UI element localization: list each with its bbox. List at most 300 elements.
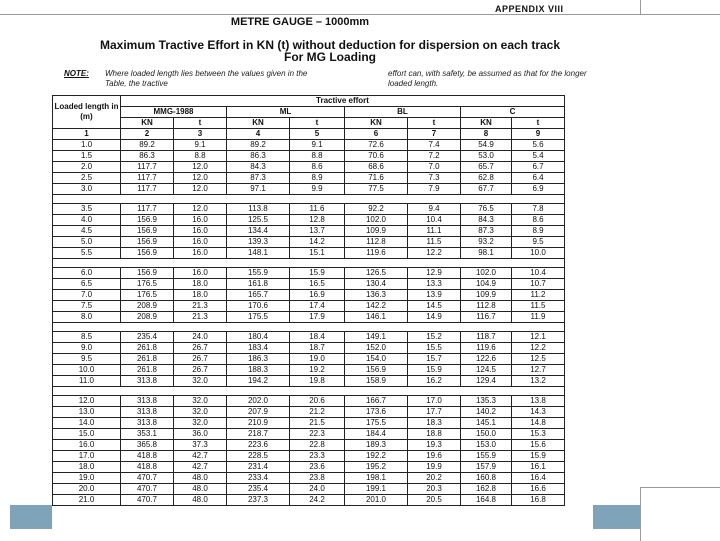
value-cell: 48.0	[174, 484, 227, 495]
loaded-length-cell: 2.5	[53, 173, 121, 184]
value-cell: 6.7	[512, 162, 565, 173]
value-cell: 16.4	[512, 473, 565, 484]
value-cell: 18.8	[408, 429, 461, 440]
loaded-length-header: Loaded length in (m)	[53, 96, 121, 129]
value-cell: 93.2	[461, 237, 512, 248]
table-row	[53, 312, 565, 323]
table-row	[53, 418, 565, 429]
value-cell: 16.9	[290, 290, 345, 301]
group-separator	[53, 323, 565, 332]
value-cell: 86.3	[121, 151, 174, 162]
value-cell: 102.0	[345, 215, 408, 226]
value-cell: 158.9	[345, 376, 408, 387]
value-cell: 19.3	[408, 440, 461, 451]
column-number: 1	[53, 129, 121, 140]
value-cell: 24.0	[174, 332, 227, 343]
unit-header: t	[174, 118, 227, 129]
loaded-length-cell: 6.0	[53, 268, 121, 279]
table-row	[53, 151, 565, 162]
value-cell: 130.4	[345, 279, 408, 290]
value-cell: 26.7	[174, 343, 227, 354]
accent-bar-left	[10, 505, 52, 529]
loaded-length-cell: 6.5	[53, 279, 121, 290]
value-cell: 188.3	[227, 365, 290, 376]
value-cell: 313.8	[121, 376, 174, 387]
column-number-row	[53, 129, 565, 140]
value-cell: 129.4	[461, 376, 512, 387]
value-cell: 231.4	[227, 462, 290, 473]
value-cell: 175.5	[227, 312, 290, 323]
value-cell: 23.6	[290, 462, 345, 473]
value-cell: 16.0	[174, 237, 227, 248]
value-cell: 207.9	[227, 407, 290, 418]
value-cell: 18.0	[174, 279, 227, 290]
separator-cell	[53, 195, 565, 204]
value-cell: 313.8	[121, 418, 174, 429]
value-cell: 48.0	[174, 473, 227, 484]
value-cell: 13.2	[512, 376, 565, 387]
note-text-left: Where loaded length lies between the values given in the Table, the tractive	[105, 69, 308, 88]
loaded-length-cell: 20.0	[53, 484, 121, 495]
value-cell: 261.8	[121, 354, 174, 365]
table-row	[53, 140, 565, 151]
group-header: BL	[345, 107, 461, 118]
value-cell: 104.9	[461, 279, 512, 290]
value-cell: 21.3	[174, 301, 227, 312]
loaded-length-cell: 9.0	[53, 343, 121, 354]
value-cell: 12.9	[408, 268, 461, 279]
value-cell: 184.4	[345, 429, 408, 440]
value-cell: 313.8	[121, 396, 174, 407]
value-cell: 23.8	[290, 473, 345, 484]
value-cell: 15.6	[512, 440, 565, 451]
loaded-length-cell: 3.0	[53, 184, 121, 195]
value-cell: 7.3	[408, 173, 461, 184]
group-separator	[53, 387, 565, 396]
value-cell: 15.7	[408, 354, 461, 365]
value-cell: 7.2	[408, 151, 461, 162]
group-separator	[53, 195, 565, 204]
table-row	[53, 332, 565, 343]
value-cell: 208.9	[121, 312, 174, 323]
value-cell: 176.5	[121, 290, 174, 301]
value-cell: 195.2	[345, 462, 408, 473]
value-cell: 87.3	[227, 173, 290, 184]
tractive-effort-table	[52, 95, 565, 506]
value-cell: 14.2	[290, 237, 345, 248]
value-cell: 418.8	[121, 451, 174, 462]
accent-bar-right	[593, 505, 641, 529]
value-cell: 353.1	[121, 429, 174, 440]
value-cell: 117.7	[121, 162, 174, 173]
loaded-length-cell: 9.5	[53, 354, 121, 365]
value-cell: 156.9	[121, 268, 174, 279]
value-cell: 22.3	[290, 429, 345, 440]
loaded-length-cell: 1.5	[53, 151, 121, 162]
value-cell: 8.8	[174, 151, 227, 162]
value-cell: 12.5	[512, 354, 565, 365]
loaded-length-cell: 7.5	[53, 301, 121, 312]
value-cell: 210.9	[227, 418, 290, 429]
table-row	[53, 226, 565, 237]
value-cell: 89.2	[227, 140, 290, 151]
table-row	[53, 451, 565, 462]
value-cell: 76.5	[461, 204, 512, 215]
value-cell: 26.7	[174, 354, 227, 365]
separator-cell	[53, 259, 565, 268]
value-cell: 155.9	[227, 268, 290, 279]
value-cell: 119.6	[345, 248, 408, 259]
unit-header: KN	[227, 118, 290, 129]
value-cell: 198.1	[345, 473, 408, 484]
table-row	[53, 268, 565, 279]
value-cell: 228.5	[227, 451, 290, 462]
value-cell: 173.6	[345, 407, 408, 418]
value-cell: 12.2	[512, 343, 565, 354]
table-row	[53, 248, 565, 259]
table-row	[53, 204, 565, 215]
table-row	[53, 301, 565, 312]
value-cell: 134.4	[227, 226, 290, 237]
value-cell: 235.4	[121, 332, 174, 343]
value-cell: 156.9	[121, 226, 174, 237]
unit-header: t	[512, 118, 565, 129]
value-cell: 98.1	[461, 248, 512, 259]
value-cell: 109.9	[461, 290, 512, 301]
value-cell: 117.7	[121, 184, 174, 195]
value-cell: 164.8	[461, 495, 512, 506]
loaded-length-cell: 16.0	[53, 440, 121, 451]
value-cell: 6.4	[512, 173, 565, 184]
value-cell: 11.5	[408, 237, 461, 248]
value-cell: 70.6	[345, 151, 408, 162]
value-cell: 18.3	[408, 418, 461, 429]
loaded-length-cell: 21.0	[53, 495, 121, 506]
table-row	[53, 237, 565, 248]
value-cell: 89.2	[121, 140, 174, 151]
value-cell: 19.2	[290, 365, 345, 376]
loaded-length-cell: 5.0	[53, 237, 121, 248]
group-header: C	[461, 107, 565, 118]
value-cell: 15.1	[290, 248, 345, 259]
value-cell: 176.5	[121, 279, 174, 290]
value-cell: 20.5	[408, 495, 461, 506]
unit-header: t	[408, 118, 461, 129]
value-cell: 23.3	[290, 451, 345, 462]
value-cell: 12.8	[290, 215, 345, 226]
loaded-length-cell: 4.0	[53, 215, 121, 226]
column-number: 3	[174, 129, 227, 140]
value-cell: 8.8	[290, 151, 345, 162]
loaded-length-cell: 15.0	[53, 429, 121, 440]
value-cell: 32.0	[174, 396, 227, 407]
value-cell: 18.4	[290, 332, 345, 343]
table-row	[53, 376, 565, 387]
value-cell: 16.5	[290, 279, 345, 290]
value-cell: 17.0	[408, 396, 461, 407]
table-row	[53, 184, 565, 195]
value-cell: 86.3	[227, 151, 290, 162]
page-title: Maximum Tractive Effort in KN (t) without deduction for dispersion on each track	[99, 38, 561, 52]
value-cell: 17.7	[408, 407, 461, 418]
value-cell: 117.7	[121, 204, 174, 215]
value-cell: 19.0	[290, 354, 345, 365]
value-cell: 16.0	[174, 248, 227, 259]
value-cell: 192.2	[345, 451, 408, 462]
value-cell: 32.0	[174, 418, 227, 429]
value-cell: 180.4	[227, 332, 290, 343]
value-cell: 65.7	[461, 162, 512, 173]
value-cell: 189.3	[345, 440, 408, 451]
value-cell: 7.0	[408, 162, 461, 173]
value-cell: 21.3	[174, 312, 227, 323]
value-cell: 154.0	[345, 354, 408, 365]
group-separator	[53, 259, 565, 268]
value-cell: 72.6	[345, 140, 408, 151]
value-cell: 10.4	[408, 215, 461, 226]
value-cell: 102.0	[461, 268, 512, 279]
value-cell: 16.6	[512, 484, 565, 495]
table-row	[53, 365, 565, 376]
value-cell: 22.8	[290, 440, 345, 451]
group-header: ML	[227, 107, 345, 118]
value-cell: 161.8	[227, 279, 290, 290]
value-cell: 162.8	[461, 484, 512, 495]
value-cell: 223.6	[227, 440, 290, 451]
value-cell: 9.1	[290, 140, 345, 151]
value-cell: 218.7	[227, 429, 290, 440]
value-cell: 15.9	[408, 365, 461, 376]
corner-frame-bottom-right	[640, 487, 720, 541]
value-cell: 14.5	[408, 301, 461, 312]
value-cell: 92.2	[345, 204, 408, 215]
loaded-length-cell: 17.0	[53, 451, 121, 462]
value-cell: 19.8	[290, 376, 345, 387]
value-cell: 9.5	[512, 237, 565, 248]
value-cell: 21.5	[290, 418, 345, 429]
value-cell: 19.9	[408, 462, 461, 473]
table-row	[53, 440, 565, 451]
value-cell: 84.3	[461, 215, 512, 226]
value-cell: 37.3	[174, 440, 227, 451]
value-cell: 20.6	[290, 396, 345, 407]
table-row	[53, 215, 565, 226]
loaded-length-cell: 13.0	[53, 407, 121, 418]
loaded-length-cell: 7.0	[53, 290, 121, 301]
value-cell: 183.4	[227, 343, 290, 354]
value-cell: 15.2	[408, 332, 461, 343]
value-cell: 156.9	[121, 248, 174, 259]
value-cell: 160.8	[461, 473, 512, 484]
value-cell: 148.1	[227, 248, 290, 259]
top-rule	[0, 14, 720, 15]
value-cell: 12.2	[408, 248, 461, 259]
value-cell: 470.7	[121, 473, 174, 484]
value-cell: 170.6	[227, 301, 290, 312]
column-number: 5	[290, 129, 345, 140]
value-cell: 7.9	[408, 184, 461, 195]
value-cell: 136.3	[345, 290, 408, 301]
loaded-length-cell: 10.0	[53, 365, 121, 376]
value-cell: 87.3	[461, 226, 512, 237]
value-cell: 71.6	[345, 173, 408, 184]
table-row	[53, 396, 565, 407]
value-cell: 153.0	[461, 440, 512, 451]
value-cell: 9.1	[174, 140, 227, 151]
value-cell: 7.4	[408, 140, 461, 151]
value-cell: 77.5	[345, 184, 408, 195]
value-cell: 12.0	[174, 184, 227, 195]
value-cell: 119.6	[461, 343, 512, 354]
note-text-right: effort can, with safety, be assumed as that for the longer loaded length.	[388, 69, 587, 88]
value-cell: 199.1	[345, 484, 408, 495]
value-cell: 152.0	[345, 343, 408, 354]
value-cell: 113.8	[227, 204, 290, 215]
value-cell: 16.0	[174, 268, 227, 279]
table-row	[53, 484, 565, 495]
value-cell: 12.0	[174, 162, 227, 173]
value-cell: 67.7	[461, 184, 512, 195]
value-cell: 165.7	[227, 290, 290, 301]
value-cell: 139.3	[227, 237, 290, 248]
value-cell: 26.7	[174, 365, 227, 376]
value-cell: 68.6	[345, 162, 408, 173]
table-row	[53, 473, 565, 484]
unit-header: KN	[345, 118, 408, 129]
value-cell: 235.4	[227, 484, 290, 495]
value-cell: 8.9	[512, 226, 565, 237]
table-row	[53, 462, 565, 473]
value-cell: 112.8	[345, 237, 408, 248]
table-row	[53, 173, 565, 184]
value-cell: 125.5	[227, 215, 290, 226]
value-cell: 418.8	[121, 462, 174, 473]
table-row	[53, 162, 565, 173]
value-cell: 261.8	[121, 343, 174, 354]
value-cell: 16.0	[174, 226, 227, 237]
value-cell: 261.8	[121, 365, 174, 376]
value-cell: 32.0	[174, 407, 227, 418]
page-subtitle: For MG Loading	[284, 50, 376, 64]
loaded-length-cell: 2.0	[53, 162, 121, 173]
unit-header: KN	[461, 118, 512, 129]
value-cell: 17.9	[290, 312, 345, 323]
column-number: 9	[512, 129, 565, 140]
value-cell: 13.7	[290, 226, 345, 237]
value-cell: 24.2	[290, 495, 345, 506]
value-cell: 21.2	[290, 407, 345, 418]
value-cell: 54.9	[461, 140, 512, 151]
value-cell: 14.8	[512, 418, 565, 429]
value-cell: 186.3	[227, 354, 290, 365]
value-cell: 12.0	[174, 204, 227, 215]
value-cell: 13.8	[512, 396, 565, 407]
loaded-length-cell: 3.5	[53, 204, 121, 215]
value-cell: 365.8	[121, 440, 174, 451]
separator-cell	[53, 387, 565, 396]
group-header: MMG-1988	[121, 107, 227, 118]
table-row	[53, 495, 565, 506]
value-cell: 9.4	[408, 204, 461, 215]
value-cell: 16.8	[512, 495, 565, 506]
loaded-length-cell: 18.0	[53, 462, 121, 473]
value-cell: 157.9	[461, 462, 512, 473]
table-row	[53, 429, 565, 440]
value-cell: 10.0	[512, 248, 565, 259]
value-cell: 11.5	[512, 301, 565, 312]
tractive-effort-header: Tractive effort	[121, 96, 565, 107]
value-cell: 201.0	[345, 495, 408, 506]
value-cell: 8.9	[290, 173, 345, 184]
value-cell: 36.0	[174, 429, 227, 440]
value-cell: 11.1	[408, 226, 461, 237]
value-cell: 8.6	[512, 215, 565, 226]
value-cell: 126.5	[345, 268, 408, 279]
loaded-length-cell: 12.0	[53, 396, 121, 407]
gauge-title: METRE GAUGE – 1000mm	[230, 16, 370, 28]
value-cell: 11.9	[512, 312, 565, 323]
value-cell: 156.9	[121, 215, 174, 226]
value-cell: 166.7	[345, 396, 408, 407]
value-cell: 18.0	[174, 290, 227, 301]
value-cell: 156.9	[121, 237, 174, 248]
unit-header: KN	[121, 118, 174, 129]
loaded-length-cell: 5.5	[53, 248, 121, 259]
value-cell: 5.4	[512, 151, 565, 162]
value-cell: 117.7	[121, 173, 174, 184]
column-number: 8	[461, 129, 512, 140]
value-cell: 140.2	[461, 407, 512, 418]
table-row	[53, 343, 565, 354]
column-number: 6	[345, 129, 408, 140]
value-cell: 20.3	[408, 484, 461, 495]
value-cell: 124.5	[461, 365, 512, 376]
value-cell: 32.0	[174, 376, 227, 387]
value-cell: 9.9	[290, 184, 345, 195]
column-number: 2	[121, 129, 174, 140]
value-cell: 20.2	[408, 473, 461, 484]
value-cell: 122.6	[461, 354, 512, 365]
loaded-length-cell: 14.0	[53, 418, 121, 429]
value-cell: 149.1	[345, 332, 408, 343]
value-cell: 11.6	[290, 204, 345, 215]
value-cell: 16.0	[174, 215, 227, 226]
note-label: NOTE:	[64, 69, 89, 78]
value-cell: 7.8	[512, 204, 565, 215]
value-cell: 11.2	[512, 290, 565, 301]
separator-cell	[53, 323, 565, 332]
value-cell: 150.0	[461, 429, 512, 440]
value-cell: 42.7	[174, 462, 227, 473]
value-cell: 156.9	[345, 365, 408, 376]
table-row	[53, 407, 565, 418]
value-cell: 17.4	[290, 301, 345, 312]
value-cell: 146.1	[345, 312, 408, 323]
column-number: 7	[408, 129, 461, 140]
value-cell: 237.3	[227, 495, 290, 506]
value-cell: 8.6	[290, 162, 345, 173]
column-number: 4	[227, 129, 290, 140]
value-cell: 16.1	[512, 462, 565, 473]
loaded-length-cell: 1.0	[53, 140, 121, 151]
value-cell: 13.3	[408, 279, 461, 290]
value-cell: 42.7	[174, 451, 227, 462]
value-cell: 53.0	[461, 151, 512, 162]
value-cell: 118.7	[461, 332, 512, 343]
loaded-length-cell: 11.0	[53, 376, 121, 387]
value-cell: 10.4	[512, 268, 565, 279]
corner-frame-top-right	[640, 0, 720, 14]
